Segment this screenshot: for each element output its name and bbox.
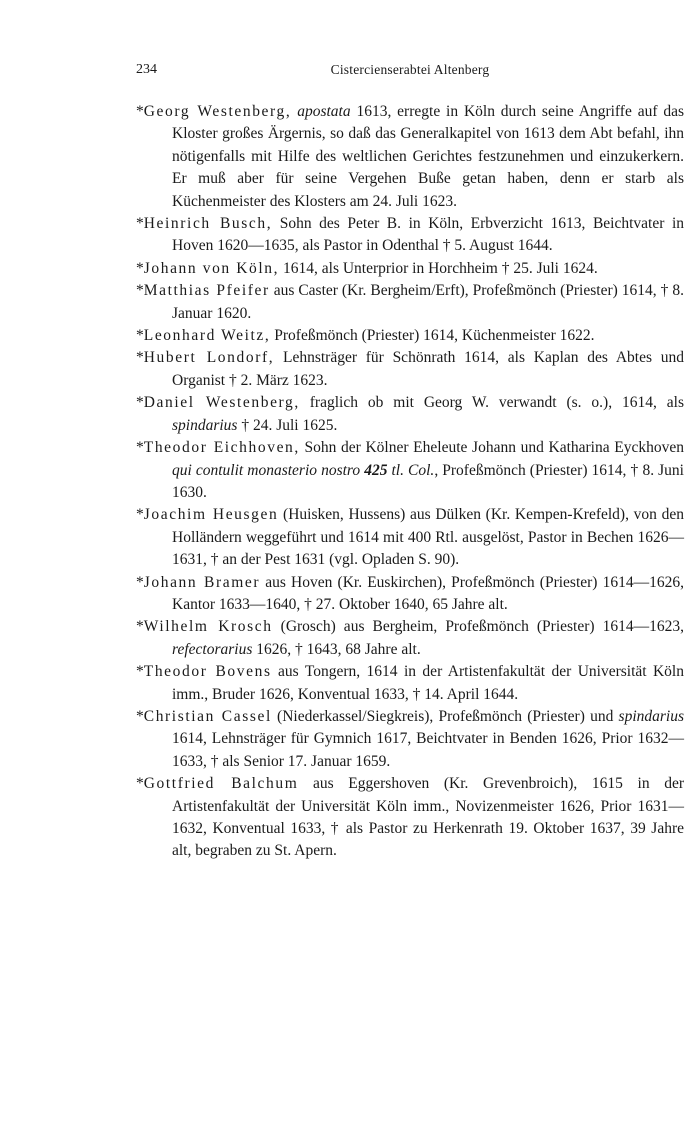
entry-text: fraglich ob mit Georg W. verwandt (s. o.), 1614, als [299, 394, 684, 412]
entry-marker: * [136, 349, 144, 367]
entry-text: Lehnsträger für Schönrath 1614, als Kaplan des Abtes und Organist † 2. März 1623. [172, 349, 684, 389]
entry-text: (Huisken, Hussens) aus Dülken (Kr. Kempen-Krefeld), von den Holländern weggeführt und 1614 mit 400 Rtl. ausgelöst, Pastor in Bechen 1626—1631, † an der Pest 1631 (vgl. Opladen S. 90). [172, 506, 684, 569]
entry-name: Christian Cassel [143, 707, 272, 725]
entry [136, 347, 684, 392]
entry-name: Wilhelm Krosch [143, 618, 273, 636]
entry-marker: * [136, 394, 144, 412]
entry-marker: * [136, 506, 144, 524]
entry-text: 1613, erregte in Köln durch seine Angriffe auf das Kloster großes Ärgernis, so daß das Generalkapitel von 1613 dem Abt befahl, ihn nötigenfalls mit Hilfe des weltlichen Gerichtes festzunehmen und einzukerkern. Er muß aber für seine Vergehen Buße getan haben, denn er starb als Küchenmeister des Klosters am 24. Juli 1623. [172, 103, 684, 210]
entry-italic-text: spindarius [172, 416, 238, 434]
entry-text: Profeßmönch (Priester) 1614, Küchenmeister 1622. [270, 327, 595, 345]
entry-marker: * [136, 573, 144, 591]
entry [136, 392, 684, 437]
entry [136, 101, 684, 213]
entry [136, 706, 684, 773]
entry-marker: * [136, 327, 144, 345]
entry-text: 1614, als Unterprior in Horchheim † 25. Juli 1624. [279, 259, 598, 277]
entry-text: aus Hoven (Kr. Euskirchen), Profeßmönch (Priester) 1614—1626, Kantor 1633—1640, † 27. Oktober 1640, 65 Jahre alt. [172, 573, 684, 613]
entry-marker: * [136, 775, 144, 793]
entry-marker: * [136, 707, 144, 725]
entry-text: (Grosch) aus Bergheim, Profeßmönch (Priester) 1614—1623, [272, 618, 684, 636]
entry-name: Heinrich Busch, [143, 215, 273, 233]
entry-italic-text: refectorarius [172, 640, 253, 658]
entry-text: aus Caster (Kr. Bergheim/Erft), Profeßmönch (Priester) 1614, † 8. Januar 1620. [172, 282, 684, 322]
entry-name: Daniel Westenberg, [143, 394, 300, 412]
entry [136, 661, 684, 706]
entry-name: Leonhard Weitz, [143, 327, 271, 345]
entry [136, 572, 684, 617]
page-header [136, 62, 684, 84]
entry [136, 325, 684, 347]
entry-marker: * [136, 663, 144, 681]
entry-marker: * [136, 282, 144, 300]
entry-name: Johann von Köln, [143, 259, 280, 277]
entry-name: Joachim Heusgen [143, 506, 279, 524]
entry-name: Hubert Londorf, [143, 349, 275, 367]
entry-list [136, 101, 684, 863]
entry-name: Georg Westenberg, [143, 103, 292, 120]
entry-italic-text: tl. Col. [387, 461, 435, 479]
entry [136, 258, 684, 280]
entry-marker: * [136, 103, 144, 120]
entry [136, 773, 684, 863]
entry-marker: * [136, 439, 144, 457]
entry-marker: * [136, 215, 144, 233]
entry [136, 213, 684, 258]
entry-name: Theodor Eichhoven, [143, 439, 300, 457]
entry-italic-text: apostata [297, 103, 351, 120]
entry-marker: * [136, 618, 144, 636]
entry-text: aus Tongern, 1614 in der Artistenfakultät der Universität Köln imm., Bruder 1626, Konventual 1633, † 14. April 1644. [172, 663, 684, 703]
entry-text: aus Eggershoven (Kr. Grevenbroich), 1615 in der Artistenfakultät der Universität Köln imm., Novizenmeister 1626, Prior 1631—1632, Konventual 1633, † als Pastor zu Herkenrath 19. Oktober 1637, 39 Jahre alt, begraben zu St. Apern. [172, 775, 684, 860]
entry [136, 616, 684, 661]
entry-text: (Niederkassel/Siegkreis), Profeßmönch (Priester) und [271, 707, 619, 725]
entry-text: Sohn des Peter B. in Köln, Erbverzicht 1613, Beichtvater in Hoven 1620—1635, als Pastor in Odenthal † 5. August 1644. [172, 215, 684, 255]
entry-italic-text: spindarius [618, 707, 685, 725]
entry-italic-text: 425 [364, 461, 388, 479]
entry [136, 280, 684, 325]
entry-name: Johann Bramer [143, 573, 261, 591]
entry-text: Sohn der Kölner Eheleute Johann und Katharina Eyckhoven [299, 439, 685, 457]
entry-name: Gottfried Balchum [143, 775, 299, 793]
entry-name: Matthias Pfeifer [143, 282, 270, 300]
entry-text: † 24. Juli 1625. [237, 416, 338, 434]
running-head: Cistercienserabtei Altenberg [330, 62, 490, 77]
entry [136, 437, 684, 504]
page-number: 234 [136, 62, 157, 77]
entry-text: 1614, Lehnsträger für Gymnich 1617, Beichtvater in Benden 1626, Prior 1632—1633, † als Senior 17. Januar 1659. [172, 730, 684, 770]
entry-text: , Profeßmönch (Priester) 1614, † 8. Juni 1630. [172, 461, 684, 501]
entry-italic-text: qui contulit monasterio nostro [172, 461, 365, 479]
entry-text: 1626, † 1643, 68 Jahre alt. [252, 640, 421, 658]
entry [136, 504, 684, 571]
entry-marker: * [136, 259, 144, 277]
entry-name: Theodor Bovens [143, 663, 272, 681]
